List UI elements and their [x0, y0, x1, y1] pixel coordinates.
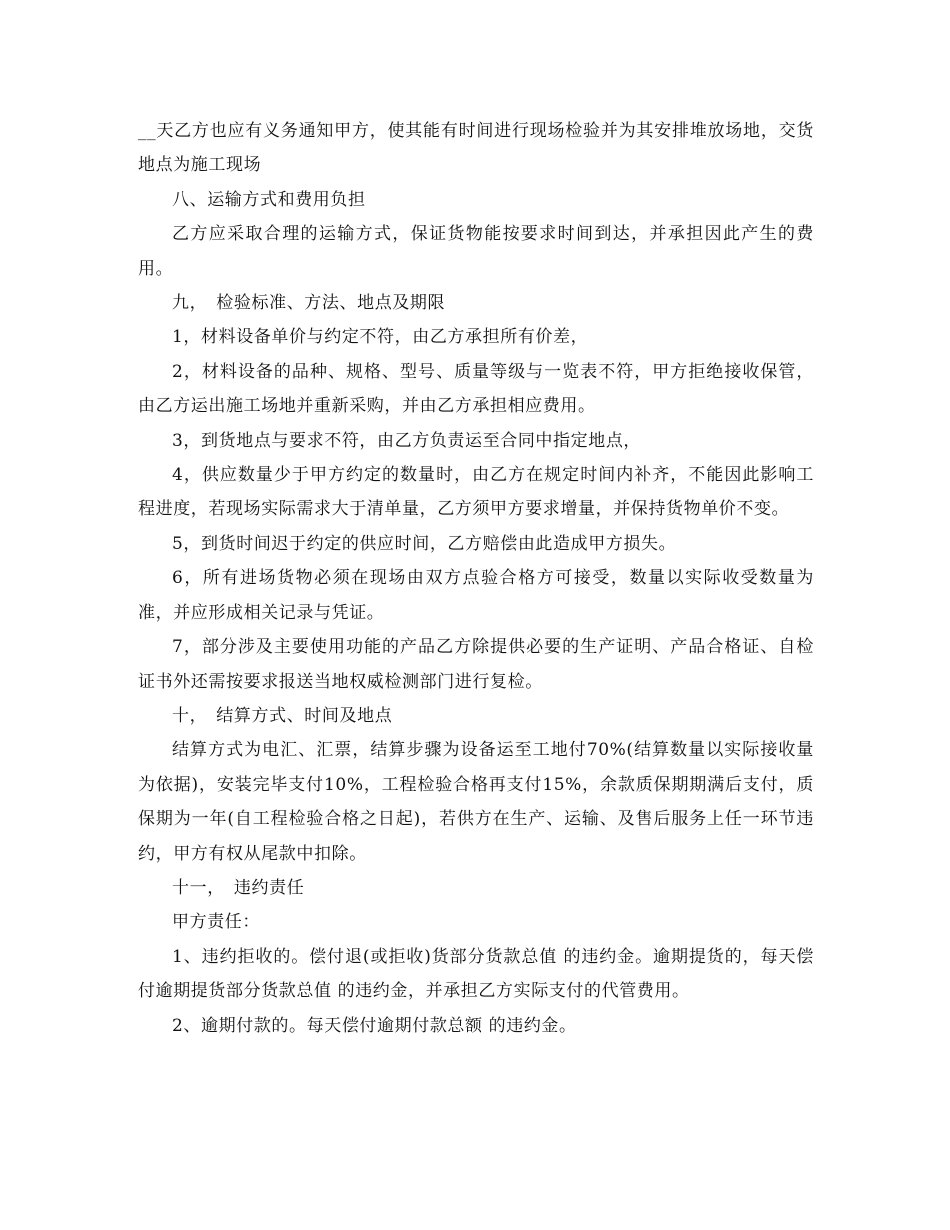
- paragraph-3: 乙方应采取合理的运输方式，保证货物能按要求时间到达，并承担因此产生的费用。: [138, 224, 814, 279]
- paragraph-13: 结算方式为电汇、汇票，结算步骤为设备运至工地付70%(结算数量以实际接收量为依据)，安装完毕支付10%，工程检验合格再支付15%，余款质保期期满后支付，质保期为一年(自工程检验合格之日起)，若供方在生产、运输、及售后服务上任一环节违约，甲方有权从尾款中扣除。: [138, 740, 814, 864]
- paragraph-14: 十一， 违约责任: [172, 877, 305, 898]
- paragraph-15: 甲方责任：: [172, 912, 260, 933]
- paragraph-16: 1、违约拒收的。偿付退(或拒收)货部分货款总值 的违约金。逾期提货的，每天偿付逾期提货部分货款总值 的违约金，并承担乙方实际支付的代管费用。: [138, 946, 814, 1002]
- paragraph-10: 6，所有进场货物必须在现场由双方点验合格方可接受，数量以实际收受数量为准，并应形成相关记录与凭证。: [138, 568, 814, 623]
- paragraph-2: 八、运输方式和费用负担: [172, 189, 366, 210]
- paragraph-8: 4，供应数量少于甲方约定的数量时，由乙方在规定时间内补齐，不能因此影响工程进度，若现场实际需求大于清单量，乙方须甲方要求增量，并保持货物单价不变。: [138, 465, 814, 520]
- paragraph-17: 2、逾期付款的。每天偿付逾期付款总额 的违约金。: [172, 1015, 577, 1036]
- paragraph-11: 7，部分涉及主要使用功能的产品乙方除提供必要的生产证明、产品合格证、自检证书外还需按要求报送当地权威检测部门进行复检。: [138, 637, 814, 692]
- paragraph-1: __天乙方也应有义务通知甲方，使其能有时间进行现场检验并为其安排堆放场地，交货地点为施工现场: [138, 121, 814, 176]
- paragraph-4: 九， 检验标准、方法、地点及期限: [172, 293, 446, 314]
- document-body: [138, 114, 814, 1043]
- paragraph-7: 3，到货地点与要求不符，由乙方负责运至合同中指定地点，: [172, 430, 642, 451]
- paragraph-5: 1，材料设备单价与约定不符，由乙方承担所有价差，: [172, 327, 589, 348]
- paragraph-6: 2，材料设备的品种、规格、型号、质量等级与一览表不符，甲方拒绝接收保管，由乙方运出施工场地并重新采购，并由乙方承担相应费用。: [138, 361, 814, 417]
- paragraph-12: 十， 结算方式、时间及地点: [172, 705, 393, 726]
- paragraph-9: 5，到货时间迟于约定的供应时间，乙方赔偿由此造成甲方损失。: [172, 533, 677, 554]
